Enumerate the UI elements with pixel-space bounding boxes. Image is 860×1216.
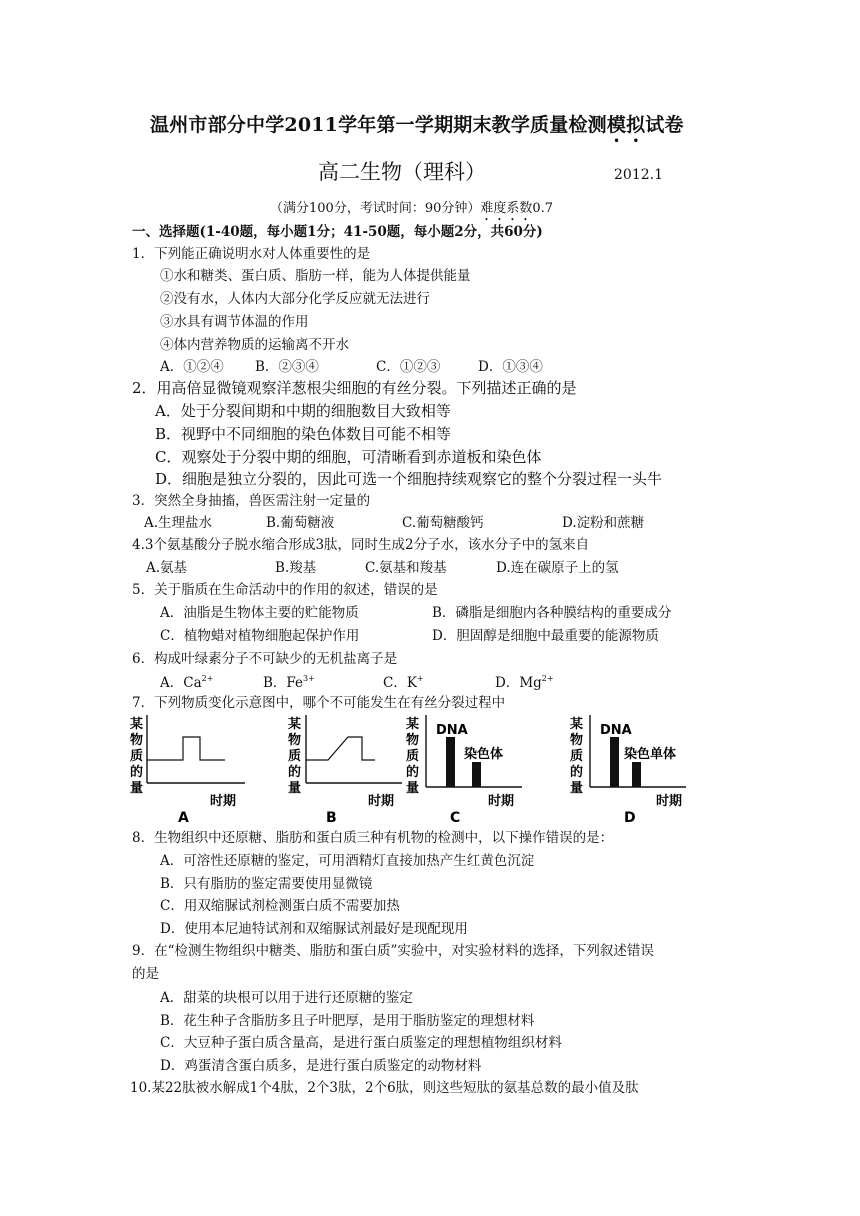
panel-a-curve [147, 737, 225, 760]
q8-option-b: B．只有脂肪的鉴定需要使用显微镜 [160, 876, 373, 892]
q6-option-c [383, 675, 424, 691]
q7-panel-d [570, 715, 686, 825]
q6-option-b [263, 675, 315, 691]
q6-option-c-charge: + [416, 674, 424, 683]
panel-b-curve [306, 737, 375, 760]
panel-c-ylabel-3: 质 [406, 749, 420, 764]
q5-option-c: C．植物蜡对植物细胞起保护作用 [160, 628, 360, 644]
panel-c-ylabel-1: 某 [406, 717, 420, 732]
exam-date: 2012.1 [614, 167, 663, 183]
panel-d-ylabel-4: 的 [570, 765, 584, 780]
q1-stem: 1．下列能正确说明水对人体重要性的是 [132, 246, 371, 262]
panel-b-ylabel-1: 某 [288, 717, 302, 732]
panel-b-ylabel-2: 物 [288, 733, 302, 748]
q6-option-b-text: B．Fe [263, 675, 304, 691]
q1-item-2: ②没有水，人体内大部分化学反应就无法进行 [160, 291, 430, 307]
section-title: 一、选择题(1-40题，每小题1分；41-50题，每小题2分，共60分) [132, 224, 543, 240]
q1-option-c: C．①②③ [376, 359, 441, 375]
q2-option-d: D．细胞是独立分裂的，因此可选一个细胞持续观察它的整个分裂过程一头牛 [155, 470, 663, 488]
q1-item-1: ①水和糖类、蛋白质、脂肪一样，能为人体提供能量 [160, 268, 471, 284]
q6-option-d-text: D．Mg [495, 675, 542, 691]
q7-stem: 7．下列物质变化示意图中，哪个不可能发生在有丝分裂过程中 [132, 695, 506, 711]
q7-panel-b [288, 715, 402, 825]
q8-stem: 8．生物组织中还原糖、脂肪和蛋白质三种有机物的检测中，以下操作错误的是： [132, 830, 614, 846]
q6-stem: 6．构成叶绿素分子不可缺少的无机盐离子是 [132, 651, 398, 667]
panel-d-ylabel-1: 某 [570, 717, 584, 732]
q9-option-b: B．花生种子含脂肪多且子叶肥厚，是用于脂肪鉴定的理想材料 [160, 1013, 535, 1029]
q2-option-b: B．视野中不同细胞的染色体数目可能不相等 [155, 425, 452, 443]
panel-c-dna-bar [446, 737, 455, 787]
q8-option-d: D．使用本尼迪特试剂和双缩脲试剂最好是现配现用 [160, 921, 468, 937]
q6-option-a-text: A．Ca [160, 675, 202, 691]
title-end: 试卷 [645, 114, 684, 136]
q5-option-b: B．磷脂是细胞内各种膜结构的重要成分 [432, 605, 672, 621]
panel-d-letter: D [624, 810, 636, 825]
q6-option-d [495, 675, 554, 691]
title-main: 温州市部分中学2011学年第一学期期末教学质量检测 [150, 114, 607, 136]
panel-c-dna-label: DNA [436, 723, 468, 738]
q8-option-a: A．可溶性还原糖的鉴定，可用酒精灯直接加热产生红黄色沉淀 [160, 853, 535, 869]
panel-d-dna-bar [610, 737, 619, 787]
panel-c-letter: C [450, 810, 461, 825]
q6-option-a [160, 675, 213, 691]
panel-c-ylabel-4: 的 [406, 765, 420, 780]
exam-note [270, 201, 553, 224]
panel-d-chromatid-label: 染色单体 [624, 747, 677, 762]
q8-option-c: C．用双缩脲试剂检测蛋白质不需要加热 [160, 898, 400, 914]
panel-d-ylabel-3: 质 [570, 749, 584, 764]
panel-d-dna-label: DNA [600, 723, 632, 738]
q7-panel-a [130, 715, 245, 825]
note-end: 0.7 [532, 201, 554, 216]
q4-option-a: A.氨基 [146, 560, 188, 576]
q6-option-d-charge: 2+ [541, 674, 554, 683]
title-dotted: 模拟 [606, 114, 646, 136]
panel-c-chromosome-label: 染色体 [464, 747, 504, 762]
panel-b-ylabel-5: 量 [288, 781, 302, 796]
q1-option-a: A．①②④ [160, 359, 224, 375]
panel-a-ylabel-4: 的 [130, 765, 144, 780]
q4-option-c: C.氨基和羧基 [365, 560, 447, 576]
panel-d-xlabel: 时期 [656, 794, 683, 809]
q7-figure [130, 715, 710, 825]
q1-option-b: B．②③④ [255, 359, 319, 375]
panel-b-ylabel-3: 质 [288, 749, 302, 764]
panel-a-ylabel-5: 量 [130, 781, 144, 796]
q4-stem: 4.3个氨基酸分子脱水缩合形成3肽，同时生成2分子水，该水分子中的氢来自 [132, 537, 590, 553]
panel-a-xlabel: 时期 [210, 794, 237, 809]
note-main: （满分100分，考试时间：90分钟） [270, 201, 481, 216]
q9-stem-line1: 9．在“检测生物组织中糖类、脂肪和蛋白质”实验中，对实验材料的选择，下列叙述错误 [132, 943, 654, 959]
panel-c-xlabel: 时期 [488, 794, 515, 809]
panel-a-ylabel-3: 质 [130, 749, 144, 764]
panel-c-chromosome-bar [472, 762, 481, 787]
q3-option-a: A.生理盐水 [144, 515, 213, 531]
q3-option-d: D.淀粉和蔗糖 [562, 515, 645, 531]
panel-c-ylabel-2: 物 [406, 733, 420, 748]
q4-option-b: B.羧基 [275, 560, 317, 576]
q5-stem: 5．关于脂质在生命活动中的作用的叙述，错误的是 [132, 582, 438, 598]
q9-option-d: D．鸡蛋清含蛋白质多，是进行蛋白质鉴定的动物材料 [160, 1058, 482, 1074]
q3-option-b: B.葡萄糖液 [266, 515, 335, 531]
q9-option-a: A．甜菜的块根可以用于进行还原糖的鉴定 [160, 990, 413, 1006]
panel-d-ylabel-2: 物 [570, 733, 584, 748]
q1-item-3: ③水具有调节体温的作用 [160, 314, 309, 330]
panel-b-ylabel-4: 的 [288, 765, 302, 780]
subject-title: 高二生物（理科） [318, 160, 486, 184]
q10-stem: 10.某22肽被水解成1个4肽，2个3肽，2个6肽，则这些短肽的氨基总数的最小值及肽 [130, 1080, 639, 1096]
q4-option-d: D.连在碳原子上的氢 [496, 560, 619, 576]
q6-option-b-charge: 3+ [303, 674, 315, 683]
panel-d-ylabel-5: 量 [570, 781, 584, 796]
q2-option-c: C．观察处于分裂中期的细胞，可清晰看到赤道板和染色体 [155, 448, 542, 466]
panel-a-ylabel-1: 某 [130, 717, 144, 732]
panel-a-ylabel-2: 物 [130, 733, 144, 748]
exam-title [150, 114, 684, 147]
q9-option-c: C．大豆种子蛋白质含量高，是进行蛋白质鉴定的理想植物组织材料 [160, 1035, 562, 1051]
panel-c-ylabel-5: 量 [406, 781, 420, 796]
q7-panel-c [406, 715, 522, 825]
q5-option-a: A．油脂是生物体主要的贮能物质 [160, 605, 359, 621]
panel-b-xlabel: 时期 [368, 794, 395, 809]
panel-b-letter: B [326, 810, 337, 825]
panel-d-chromatid-bar [632, 762, 641, 787]
q6-option-a-charge: 2+ [201, 674, 214, 683]
q1-option-d: D．①③④ [478, 359, 543, 375]
q2-option-a: A．处于分裂间期和中期的细胞数目大致相等 [155, 402, 451, 420]
note-dotted: 难度系数 [480, 201, 533, 216]
q1-item-4: ④体内营养物质的运输离不开水 [160, 337, 349, 353]
q3-option-c: C.葡萄糖酸钙 [402, 515, 484, 531]
q6-option-c-text: C．K [383, 675, 417, 691]
q3-stem: 3．突然全身抽搐，兽医需注射一定量的 [132, 493, 371, 509]
q9-stem-line2: 的是 [132, 966, 159, 982]
q2-stem: 2．用高倍显微镜观察洋葱根尖细胞的有丝分裂。下列描述正确的是 [132, 379, 577, 397]
q5-option-d: D．胆固醇是细胞中最重要的能源物质 [432, 628, 659, 644]
panel-a-letter: A [178, 810, 189, 825]
